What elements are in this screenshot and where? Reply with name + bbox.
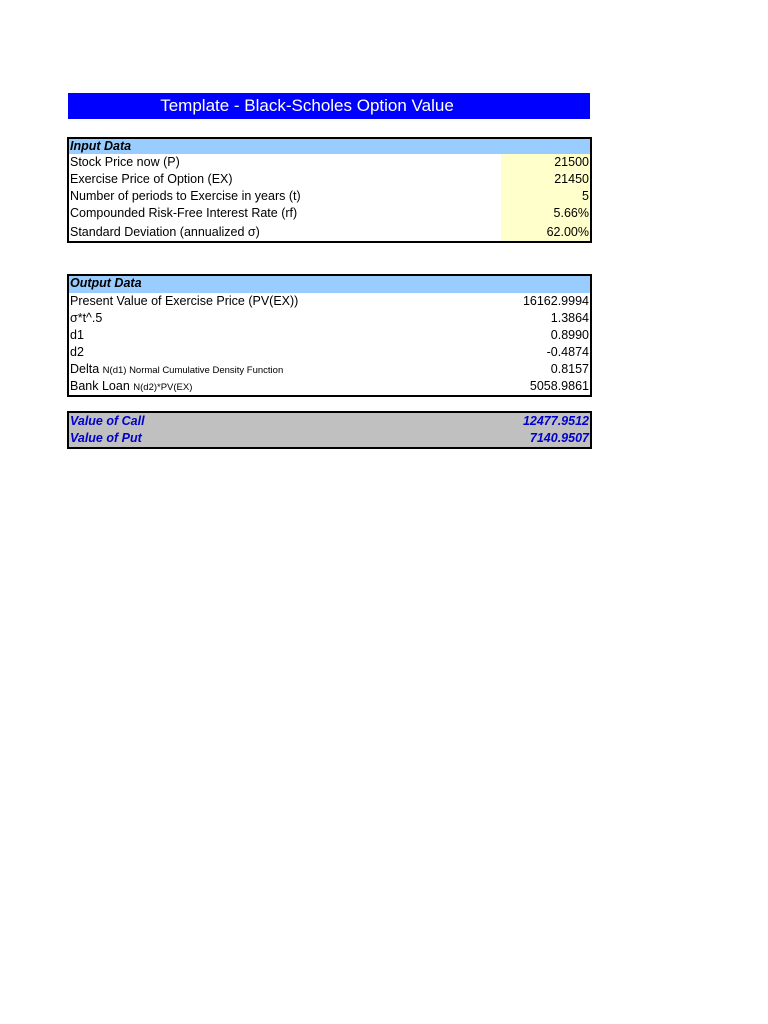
input-label: Stock Price now (P) [70,155,180,169]
output-row-delta [69,361,590,378]
output-value-pv-ex: 16162.9994 [522,294,589,308]
input-data-header [69,139,590,154]
output-label-bank-loan [70,378,192,396]
results-table [67,411,592,449]
result-row-put [69,430,590,447]
sheet-title: Template - Black-Scholes Option Value [160,96,454,115]
result-value-call: 12477.9512 [522,414,589,428]
output-row-d2 [69,344,590,361]
input-value-risk-free-rate[interactable]: 5.66% [553,206,589,220]
input-data-header-label: Input Data [70,139,132,153]
input-value-std-dev[interactable]: 62.00% [546,225,589,239]
output-label: σ*t^.5 [70,311,103,325]
input-label: Number of periods to Exercise in years (t) [70,189,301,203]
output-data-header [69,276,590,293]
output-value-sigma-t: 1.3864 [550,311,589,325]
output-sublabel: N(d1) Normal Cumulative Density Function [102,365,284,376]
output-value-d1: 0.8990 [550,328,589,342]
output-data-header-label: Output Data [70,276,142,290]
result-row-call [69,413,590,430]
sheet-title-bar [68,93,590,119]
output-data-table [67,274,592,397]
output-label: Present Value of Exercise Price (PV(EX)) [70,294,299,308]
output-value-d2: -0.4874 [546,345,589,359]
output-row-pv-ex [69,293,590,310]
output-row-d1 [69,327,590,344]
input-row-std-dev [69,222,590,241]
input-data-table [67,137,592,243]
output-label: Delta [70,362,100,376]
input-cell-bg [501,188,590,205]
result-value-put: 7140.9507 [529,431,589,445]
output-label: Bank Loan [70,379,130,393]
output-label: d1 [70,328,84,342]
input-label: Compounded Risk-Free Interest Rate (rf) [70,206,298,220]
result-label-put: Value of Put [70,431,142,445]
input-value-exercise-price[interactable]: 21450 [554,172,589,186]
output-value-delta: 0.8157 [550,362,589,376]
input-label: Standard Deviation (annualized σ) [70,225,260,239]
result-label-call: Value of Call [70,414,145,428]
input-row-periods [69,188,590,205]
input-row-stock-price [69,154,590,171]
output-label: d2 [70,345,84,359]
output-value-bank-loan: 5058.9861 [529,379,589,393]
input-value-stock-price[interactable]: 21500 [554,155,589,169]
output-row-sigma-t [69,310,590,327]
output-label-delta [70,361,283,379]
output-sublabel: N(d2)*PV(EX) [133,382,193,393]
input-label: Exercise Price of Option (EX) [70,172,233,186]
input-value-periods[interactable]: 5 [582,189,589,203]
input-row-exercise-price [69,171,590,188]
input-row-risk-free-rate [69,205,590,222]
output-row-bank-loan [69,378,590,395]
